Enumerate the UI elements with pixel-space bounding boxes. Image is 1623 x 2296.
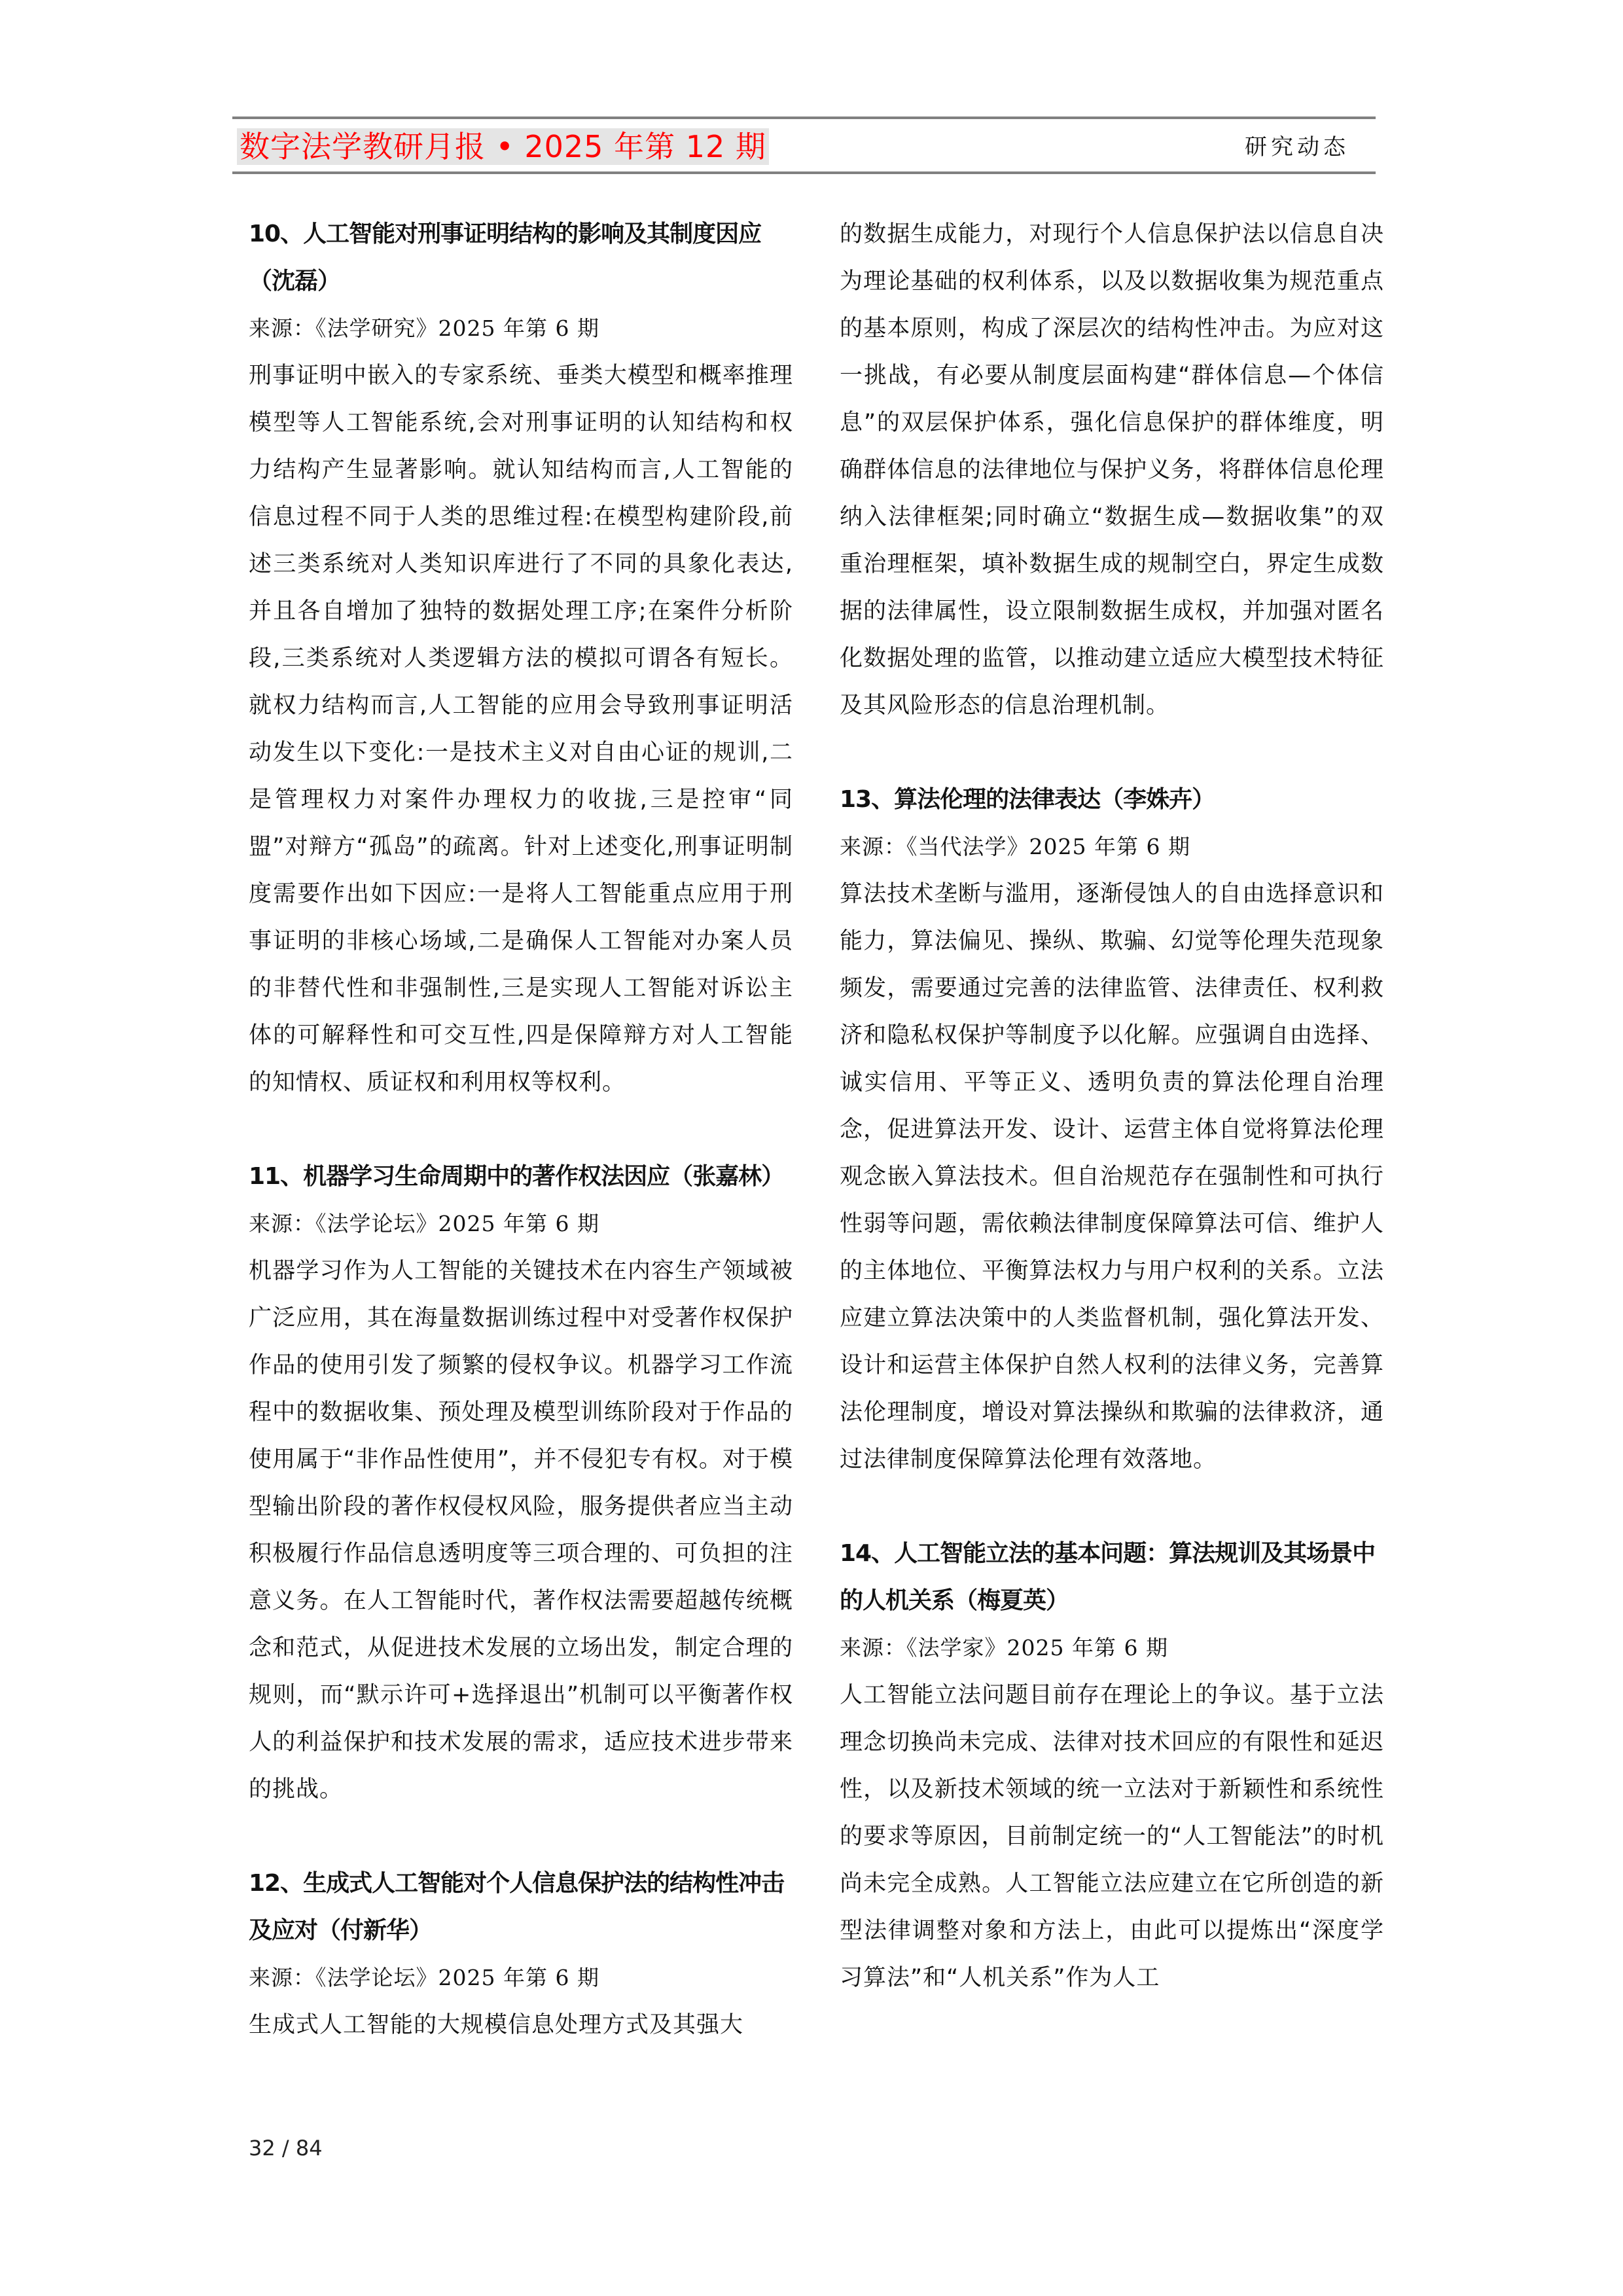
article-source: 来源：《当代法学》2025 年第 6 期 (840, 834, 1190, 859)
article-title: 10、人工智能对刑事证明结构的影响及其制度因应（沈磊） (249, 221, 762, 295)
article-abstract: 生成式人工智能的大规模信息处理方式及其强大 (249, 2012, 744, 2038)
article-abstract: 机器学习作为人工智能的关键技术在内容生产领域被广泛应用，其在海量数据训练过程中对受著作权保护作品的使用引发了频繁的侵权争议。机器学习工作流程中的数据收集、预处理及模型训练阶段对于作品的使用属于“非作品性使用”，并不侵犯专有权。对于模型输出阶段的著作权侵权风险，服务提供者应当主动积极履行作品信息透明度等三项合理的、可负担的注意义务。在人工智能时代，著作权法需要超越传统概念和范式，从促进技术发展的立场出发，制定合理的规则，而“默示许可+选择退出”机制可以平衡著作权人的利益保护和技术发展的需求，适应技术进步带来的挑战。 (249, 1258, 793, 1803)
article-title: 14、人工智能立法的基本问题：算法规训及其场景中的人机关系（梅夏英） (840, 1540, 1376, 1614)
header-top-rule (232, 117, 1376, 119)
article-source: 来源：《法学研究》2025 年第 6 期 (249, 315, 599, 341)
article-13 (840, 776, 1384, 1483)
journal-title: 数字法学教研月报 • 2025 年第 12 期 (237, 128, 769, 165)
article-title: 11、机器学习生命周期中的著作权法因应（张嘉林） (249, 1163, 785, 1190)
article-12-continuation: 的数据生成能力，对现行个人信息保护法以信息自决为理论基础的权利体系，以及以数据收集为规范重点的基本原则，构成了深层次的结构性冲击。为应对这一挑战，有必要从制度层面构建“群体信息—个体信息”的双层保护体系，强化信息保护的群体维度，明确群体信息的法律地位与保护义务，将群体信息伦理纳入法律框架;同时确立“数据生成—数据收集”的双重治理框架，填补数据生成的规制空白，界定生成数据的法律属性，设立限制数据生成权，并加强对匿名化数据处理的监管，以推动建立适应大模型技术特征及其风险形态的信息治理机制。 (840, 221, 1384, 719)
spacer (840, 1483, 1384, 1530)
article-title: 12、生成式人工智能对个人信息保护法的结构性冲击及应对（付新华） (249, 1870, 785, 1944)
page-number: 32 / 84 (249, 2136, 323, 2161)
article-title: 13、算法伦理的法律表达（李姝卉） (840, 786, 1215, 813)
spacer (840, 729, 1384, 776)
header-bottom-rule (232, 171, 1376, 174)
spacer (249, 1106, 793, 1153)
left-column (249, 211, 793, 2049)
article-10 (249, 211, 793, 1106)
article-source: 来源：《法学论坛》2025 年第 6 期 (249, 1211, 599, 1236)
article-14 (840, 1530, 1384, 2001)
article-11 (249, 1153, 793, 1813)
article-abstract: 算法技术垄断与滥用，逐渐侵蚀人的自由选择意识和能力，算法偏见、操纵、欺骗、幻觉等伦理失范现象频发，需要通过完善的法律监管、法律责任、权利救济和隐私权保护等制度予以化解。应强调自由选择、诚实信用、平等正义、透明负责的算法伦理自治理念，促进算法开发、设计、运营主体自觉将算法伦理观念嵌入算法技术。但自治规范存在强制性和可执行性弱等问题，需依赖法律制度保障算法可信、维护人的主体地位、平衡算法权力与用户权利的关系。立法应建立算法决策中的人类监督机制，强化算法开发、设计和运营主体保护自然人权利的法律义务，完善算法伦理制度，增设对算法操纵和欺骗的法律救济，通过法律制度保障算法伦理有效落地。 (840, 881, 1384, 1473)
article-source: 来源：《法学家》2025 年第 6 期 (840, 1635, 1168, 1660)
article-source: 来源：《法学论坛》2025 年第 6 期 (249, 1965, 599, 1990)
spacer (249, 1813, 793, 1860)
article-abstract: 刑事证明中嵌入的专家系统、垂类大模型和概率推理模型等人工智能系统,会对刑事证明的认知结构和权力结构产生显著影响。就认知结构而言,人工智能的信息过程不同于人类的思维过程:在模型构建阶段,前述三类系统对人类知识库进行了不同的具象化表达,并且各自增加了独特的数据处理工序;在案件分析阶段,三类系统对人类逻辑方法的模拟可谓各有短长。就权力结构而言,人工智能的应用会导致刑事证明活动发生以下变化:一是技术主义对自由心证的规训,二是管理权力对案件办理权力的收拢,三是控审“同盟”对辩方“孤岛”的疏离。针对上述变化,刑事证明制度需要作出如下因应:一是将人工智能重点应用于刑事证明的非核心场域,二是确保人工智能对办案人员的非替代性和非强制性,三是实现人工智能对诉讼主体的可解释性和可交互性,四是保障辩方对人工智能的知情权、质证权和利用权等权利。 (249, 363, 793, 1096)
right-column (840, 211, 1384, 2001)
article-abstract: 人工智能立法问题目前存在理论上的争议。基于立法理念切换尚未完成、法律对技术回应的有限性和延迟性，以及新技术领域的统一立法对于新颖性和系统性的要求等原因，目前制定统一的“人工智能法”的时机尚未完全成熟。人工智能立法应建立在它所创造的新型法律调整对象和方法上，由此可以提炼出“深度学习算法”和“人机关系”作为人工 (840, 1682, 1384, 1991)
section-label: 研究动态 (1245, 134, 1349, 160)
article-12 (249, 1860, 793, 2049)
